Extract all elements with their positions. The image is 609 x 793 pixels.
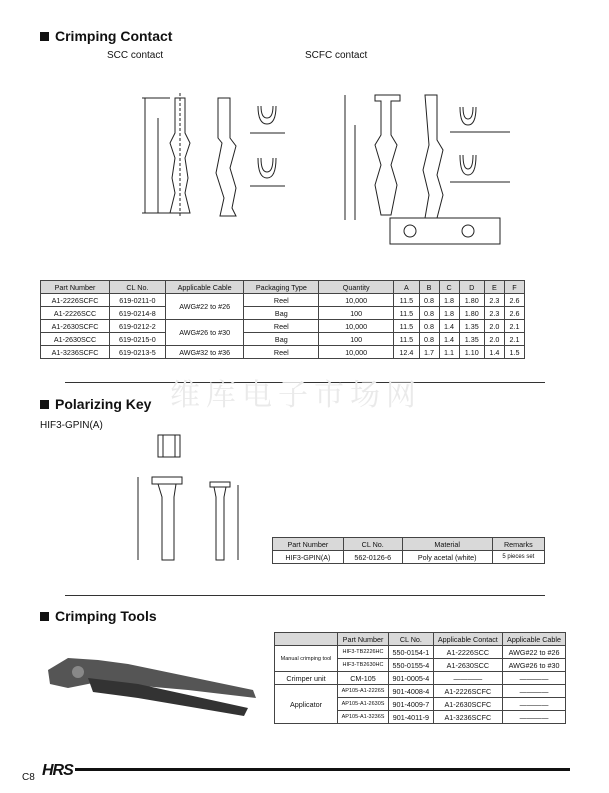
cell-contact: ———— [433, 672, 502, 685]
cell-pack: Reel [244, 294, 319, 307]
square-bullet-icon [40, 400, 49, 409]
cell-pack: Reel [244, 320, 319, 333]
cell-qty: 10,000 [319, 294, 394, 307]
table-header-row [41, 281, 525, 294]
cell-contact: A1-2630SCC [433, 659, 502, 672]
cell-b: 0.8 [419, 307, 439, 320]
table-row [41, 346, 525, 359]
cell-category: Crimper unit [275, 672, 338, 685]
cell-c: 1.8 [439, 294, 459, 307]
cell-part: A1-3236SCFC [41, 346, 110, 359]
header-a: A [394, 281, 419, 294]
cell-e: 2.0 [484, 333, 504, 346]
header-material: Material [402, 538, 492, 551]
table-header-row [275, 633, 566, 646]
cell-c: 1.1 [439, 346, 459, 359]
cell-cl: 619-0212-2 [110, 320, 166, 333]
crimping-contact-table [40, 280, 525, 359]
section-title: Crimping Tools [55, 608, 157, 624]
cell-d: 1.80 [459, 294, 484, 307]
table-row [275, 646, 566, 659]
polarizing-key-table [272, 537, 545, 564]
cell-cable: ———— [503, 672, 566, 685]
cell-cable: AWG#26 to #30 [503, 659, 566, 672]
cell-contact: A1-3236SCFC [433, 711, 502, 724]
table-row [275, 672, 566, 685]
cell-part: HIF3-TB2226HC [338, 646, 389, 659]
cell-part: AP105-A1-3236S [338, 711, 389, 724]
cell-category: Manual crimping tool [275, 646, 338, 672]
cell-qty: 10,000 [319, 320, 394, 333]
cell-e: 2.3 [484, 294, 504, 307]
header-d: D [459, 281, 484, 294]
header-b: B [419, 281, 439, 294]
cell-qty: 100 [319, 333, 394, 346]
cell-a: 12.4 [394, 346, 419, 359]
cell-a: 11.5 [394, 320, 419, 333]
cell-c: 1.4 [439, 333, 459, 346]
cell-cable: AWG#22 to #26 [503, 646, 566, 659]
header-cl-no: CL No. [110, 281, 166, 294]
cell-d: 1.35 [459, 333, 484, 346]
cell-part: AP105-A1-2226S [338, 685, 389, 698]
polarizing-key-heading [40, 396, 151, 412]
cell-cl: 901-0005-4 [389, 672, 434, 685]
cell-cl: 901-4011-9 [389, 711, 434, 724]
table-row [41, 307, 525, 320]
cell-part: AP105-A1-2630S [338, 698, 389, 711]
cell-category: Applicator [275, 685, 338, 724]
crimping-tool-image [38, 640, 263, 720]
cell-b: 1.7 [419, 346, 439, 359]
crimping-contact-heading [40, 28, 172, 44]
cell-remarks: 5 pieces set [492, 551, 544, 564]
header-packaging-type: Packaging Type [244, 281, 319, 294]
cell-cl: 619-0214-8 [110, 307, 166, 320]
header-c: C [439, 281, 459, 294]
square-bullet-icon [40, 32, 49, 41]
header-cl-no: CL No. [389, 633, 434, 646]
table-header-row [273, 538, 545, 551]
scfc-contact-label: SCFC contact [305, 50, 368, 61]
cell-pack: Bag [244, 333, 319, 346]
cell-f: 2.6 [504, 307, 524, 320]
cell-c: 1.4 [439, 320, 459, 333]
crimping-tools-heading [40, 608, 157, 624]
cell-cl: 619-0211-0 [110, 294, 166, 307]
cell-part: A1-2226SCC [41, 307, 110, 320]
page-number: C8 [22, 772, 35, 783]
cell-pack: Reel [244, 346, 319, 359]
cell-f: 2.6 [504, 294, 524, 307]
cell-cl: 901-4008-4 [389, 685, 434, 698]
hrs-logo: HRS [42, 762, 73, 779]
cell-b: 0.8 [419, 320, 439, 333]
cell-part: A1-2630SCFC [41, 320, 110, 333]
header-blank [275, 633, 338, 646]
cell-part: HIF3-TB2630HC [338, 659, 389, 672]
cell-part: CM-105 [338, 672, 389, 685]
cell-cable: AWG#22 to #26 [165, 294, 244, 320]
header-part-number: Part Number [273, 538, 344, 551]
header-cl-no: CL No. [343, 538, 402, 551]
table-row [275, 685, 566, 698]
cell-cl: 550-0154-1 [389, 646, 434, 659]
section-title: Polarizing Key [55, 396, 152, 412]
cell-a: 11.5 [394, 307, 419, 320]
cell-cable: ———— [503, 698, 566, 711]
polarizing-key-model: HIF3-GPIN(A) [40, 420, 103, 431]
cell-qty: 100 [319, 307, 394, 320]
header-remarks: Remarks [492, 538, 544, 551]
cell-e: 1.4 [484, 346, 504, 359]
cell-f: 2.1 [504, 320, 524, 333]
cell-c: 1.8 [439, 307, 459, 320]
table-row [41, 320, 525, 333]
table-row [41, 294, 525, 307]
cell-cable: AWG#32 to #36 [165, 346, 244, 359]
cell-cl: 619-0215-0 [110, 333, 166, 346]
cell-contact: A1-2226SCFC [433, 685, 502, 698]
cell-part: A1-2630SCC [41, 333, 110, 346]
cell-b: 0.8 [419, 294, 439, 307]
watermark: 维库电子市场网 [170, 378, 422, 413]
table-row [273, 551, 545, 564]
scc-contact-drawing [130, 88, 295, 223]
header-part-number: Part Number [338, 633, 389, 646]
header-part-number: Part Number [41, 281, 110, 294]
cell-e: 2.0 [484, 320, 504, 333]
cell-f: 1.5 [504, 346, 524, 359]
cell-d: 1.80 [459, 307, 484, 320]
cell-cable: ———— [503, 711, 566, 724]
header-f: F [504, 281, 524, 294]
square-bullet-icon [40, 612, 49, 621]
cell-cable: AWG#26 to #30 [165, 320, 244, 346]
cell-cable: ———— [503, 685, 566, 698]
table-row [41, 333, 525, 346]
cell-material: Poly acetal (white) [402, 551, 492, 564]
cell-pack: Bag [244, 307, 319, 320]
header-quantity: Quantity [319, 281, 394, 294]
header-applicable-cable: Applicable Cable [503, 633, 566, 646]
cell-cl: 550-0155-4 [389, 659, 434, 672]
cell-b: 0.8 [419, 333, 439, 346]
cell-a: 11.5 [394, 333, 419, 346]
cell-qty: 10,000 [319, 346, 394, 359]
cell-e: 2.3 [484, 307, 504, 320]
cell-d: 1.10 [459, 346, 484, 359]
polarizing-key-drawing [130, 425, 260, 570]
header-applicable-cable: Applicable Cable [165, 281, 244, 294]
footer-rule [75, 768, 570, 771]
cell-d: 1.35 [459, 320, 484, 333]
cell-part: A1-2226SCFC [41, 294, 110, 307]
cell-cl: 562-0126-6 [343, 551, 402, 564]
cell-contact: A1-2630SCFC [433, 698, 502, 711]
scfc-contact-drawing [325, 85, 525, 250]
cell-part: HIF3-GPIN(A) [273, 551, 344, 564]
divider [65, 595, 545, 596]
section-title: Crimping Contact [55, 28, 173, 44]
crimping-tools-table [274, 632, 566, 724]
cell-contact: A1-2226SCC [433, 646, 502, 659]
scc-contact-label: SCC contact [107, 50, 164, 61]
header-e: E [484, 281, 504, 294]
cell-f: 2.1 [504, 333, 524, 346]
cell-a: 11.5 [394, 294, 419, 307]
cell-cl: 901-4009-7 [389, 698, 434, 711]
cell-cl: 619-0213-5 [110, 346, 166, 359]
header-applicable-contact: Applicable Contact [433, 633, 502, 646]
